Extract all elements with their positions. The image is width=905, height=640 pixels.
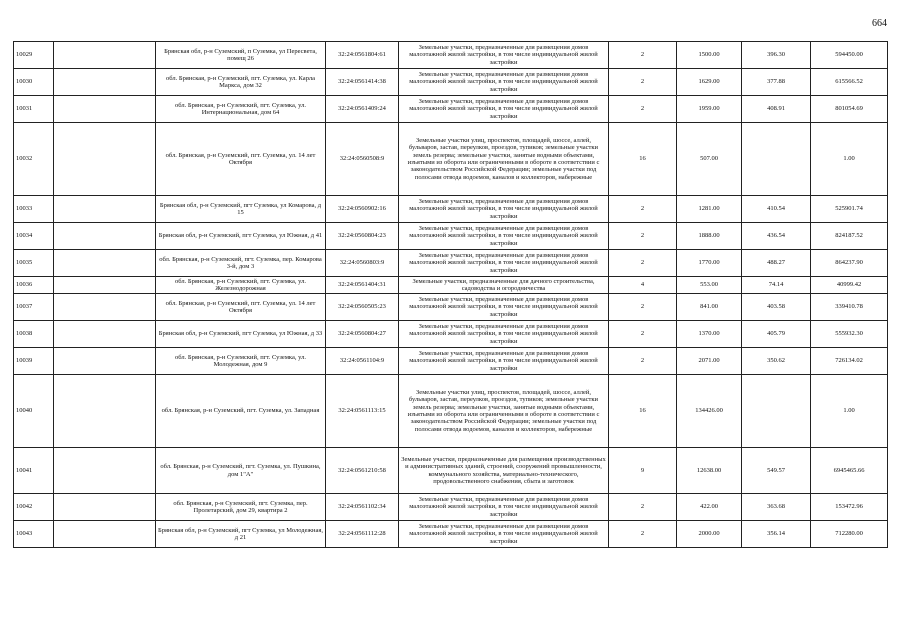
- cell-group: 2: [609, 348, 677, 375]
- cell-id: 10032: [14, 123, 54, 196]
- cell-cadastral-value: 339410.78: [811, 294, 888, 321]
- cell-cadastral-value: 555932.30: [811, 321, 888, 348]
- cell-id: 10029: [14, 42, 54, 69]
- table-body: [14, 42, 888, 548]
- cell-cadastral-value: 864237.90: [811, 250, 888, 277]
- cell-cadastral-value: 40999.42: [811, 277, 888, 294]
- cell-cadastral-value: 1.00: [811, 123, 888, 196]
- cell-cadastral-value: 1.00: [811, 375, 888, 448]
- cell-cadastral-value: 824187.52: [811, 223, 888, 250]
- cell-land-use-type: Земельные участки улиц, проспектов, площадей, шоссе, аллей, бульваров, застав, переулков, проездов, тупиков; земельные участки земель резерва; земельные участки, занятые водными объектами, изъятыми из оборота или ограниченными в обороте в соответствии с законодательством Российской Федерации; земельные участки под полосами отвода водоемов, каналов и коллекторов, набережные: [399, 123, 609, 196]
- cell-cadastral-number: 32:24:0561113:15: [326, 375, 399, 448]
- cell-address: обл. Брянская, р-н Суземский, пгт. Суземка, ул. 14 лет Октября: [156, 123, 326, 196]
- cell-specific-value: 488.27: [742, 250, 811, 277]
- cell-specific-value: [742, 375, 811, 448]
- cell-address: Брянская обл, р-н Суземский, пгт Суземка, ул Южная, д 41: [156, 223, 326, 250]
- cell-specific-value: 549.57: [742, 448, 811, 494]
- cell-group: 2: [609, 521, 677, 548]
- cell-land-use-type: Земельные участки, предназначенные для размещения домов малоэтажной жилой застройки, в том числе индивидуальной жилой застройки: [399, 223, 609, 250]
- cell-id: 10042: [14, 494, 54, 521]
- cell-cadastral-number: 32:24:0561409:24: [326, 96, 399, 123]
- cell-area: 553.00: [677, 277, 742, 294]
- cell-address: обл. Брянская, р-н Суземский, пгт. Суземка, пер. Пролетарский, дом 29, квартира 2: [156, 494, 326, 521]
- land-registry-table: [13, 41, 888, 548]
- cell-spacer: [54, 42, 156, 69]
- table-row: [14, 69, 888, 96]
- cell-specific-value: [742, 123, 811, 196]
- cell-spacer: [54, 196, 156, 223]
- cell-group: 2: [609, 223, 677, 250]
- cell-spacer: [54, 375, 156, 448]
- cell-land-use-type: Земельные участки, предназначенные для размещения домов малоэтажной жилой застройки, в том числе индивидуальной жилой застройки: [399, 42, 609, 69]
- cell-cadastral-value: 615566.52: [811, 69, 888, 96]
- cell-spacer: [54, 277, 156, 294]
- cell-spacer: [54, 494, 156, 521]
- cell-cadastral-number: 32:24:0560803:9: [326, 250, 399, 277]
- cell-group: 9: [609, 448, 677, 494]
- cell-id: 10033: [14, 196, 54, 223]
- cell-specific-value: 396.30: [742, 42, 811, 69]
- cell-land-use-type: Земельные участки, предназначенные для размещения домов малоэтажной жилой застройки, в том числе индивидуальной жилой застройки: [399, 196, 609, 223]
- cell-cadastral-value: 712280.00: [811, 521, 888, 548]
- cell-group: 2: [609, 196, 677, 223]
- cell-cadastral-number: 32:24:0560902:16: [326, 196, 399, 223]
- cell-address: обл. Брянская, р-н Суземский, пгт. Суземка, ул. Западная: [156, 375, 326, 448]
- cell-spacer: [54, 294, 156, 321]
- cell-cadastral-number: 32:24:0561210:58: [326, 448, 399, 494]
- cell-land-use-type: Земельные участки улиц, проспектов, площадей, шоссе, аллей, бульваров, застав, переулков, проездов, тупиков; земельные участки земель резерва; земельные участки, занятые водными объектами, изъятыми из оборота или ограниченными в обороте в соответствии с законодательством Российской Федерации; земельные участки под полосами отвода водоемов, каналов и коллекторов, набережные: [399, 375, 609, 448]
- cell-area: 841.00: [677, 294, 742, 321]
- cell-group: 2: [609, 294, 677, 321]
- cell-cadastral-number: 32:24:0560508:9: [326, 123, 399, 196]
- cell-group: 2: [609, 42, 677, 69]
- cell-specific-value: 408.91: [742, 96, 811, 123]
- cell-specific-value: 436.54: [742, 223, 811, 250]
- cell-specific-value: 363.68: [742, 494, 811, 521]
- cell-area: 1888.00: [677, 223, 742, 250]
- cell-cadastral-value: 6945465.66: [811, 448, 888, 494]
- cell-cadastral-number: 32:24:0561102:34: [326, 494, 399, 521]
- cell-cadastral-value: 153472.96: [811, 494, 888, 521]
- cell-specific-value: 403.58: [742, 294, 811, 321]
- cell-cadastral-value: 525901.74: [811, 196, 888, 223]
- cell-spacer: [54, 448, 156, 494]
- cell-group: 2: [609, 69, 677, 96]
- cell-address: Брянская обл, р-н Суземский, пгт Суземка, ул Комарова, д 15: [156, 196, 326, 223]
- cell-specific-value: 356.14: [742, 521, 811, 548]
- cell-area: 507.00: [677, 123, 742, 196]
- cell-area: 1770.00: [677, 250, 742, 277]
- table-row: [14, 96, 888, 123]
- cell-group: 2: [609, 250, 677, 277]
- cell-land-use-type: Земельные участки, предназначенные для размещения домов малоэтажной жилой застройки, в том числе индивидуальной жилой застройки: [399, 96, 609, 123]
- cell-cadastral-value: 726134.02: [811, 348, 888, 375]
- cell-area: 134426.00: [677, 375, 742, 448]
- cell-id: 10036: [14, 277, 54, 294]
- cell-spacer: [54, 96, 156, 123]
- table-row: [14, 250, 888, 277]
- cell-spacer: [54, 250, 156, 277]
- cell-land-use-type: Земельные участки, предназначенные для размещения домов малоэтажной жилой застройки, в том числе индивидуальной жилой застройки: [399, 250, 609, 277]
- table-row: [14, 277, 888, 294]
- cell-cadastral-number: 32:24:0561104:9: [326, 348, 399, 375]
- cell-address: обл. Брянская, р-н Суземский, пгт. Суземка, ул. 14 лет Октября: [156, 294, 326, 321]
- cell-land-use-type: Земельные участки, предназначенные для размещения производственных и административных зданий, строений, сооружений промышленности, коммунального хозяйства, материально-технического, продовольственного снабжения, сбыта и заготовок: [399, 448, 609, 494]
- table-row: [14, 521, 888, 548]
- cell-group: 2: [609, 494, 677, 521]
- cell-area: 1959.00: [677, 96, 742, 123]
- cell-area: 1500.00: [677, 42, 742, 69]
- cell-address: обл. Брянская, р-н Суземский, пгт. Суземка, ул. Карла Маркса, дом 32: [156, 69, 326, 96]
- table-row: [14, 375, 888, 448]
- cell-id: 10041: [14, 448, 54, 494]
- cell-cadastral-number: 32:24:0561414:38: [326, 69, 399, 96]
- cell-address: обл. Брянская, р-н Суземский, пгт. Суземка, ул. Железнодорожная: [156, 277, 326, 294]
- cell-area: 422.00: [677, 494, 742, 521]
- cell-spacer: [54, 348, 156, 375]
- cell-group: 16: [609, 375, 677, 448]
- cell-cadastral-number: 32:24:0560804:23: [326, 223, 399, 250]
- cell-spacer: [54, 123, 156, 196]
- cell-land-use-type: Земельные участки, предназначенные для размещения домов малоэтажной жилой застройки, в том числе индивидуальной жилой застройки: [399, 521, 609, 548]
- cell-address: обл. Брянская, р-н Суземский, пгт. Суземка, ул. Молодежная, дом 9: [156, 348, 326, 375]
- cell-specific-value: 350.62: [742, 348, 811, 375]
- table-row: [14, 223, 888, 250]
- cell-address: обл. Брянская, р-н Суземский, пгт. Суземка, ул. Пушкина, дом 1"А": [156, 448, 326, 494]
- cell-cadastral-number: 32:24:0561112:28: [326, 521, 399, 548]
- cell-spacer: [54, 223, 156, 250]
- cell-specific-value: 377.88: [742, 69, 811, 96]
- cell-land-use-type: Земельные участки, предназначенные для размещения домов малоэтажной жилой застройки, в том числе индивидуальной жилой застройки: [399, 69, 609, 96]
- table-row: [14, 294, 888, 321]
- cell-cadastral-value: 801054.69: [811, 96, 888, 123]
- cell-id: 10037: [14, 294, 54, 321]
- table-row: [14, 196, 888, 223]
- cell-area: 1629.00: [677, 69, 742, 96]
- cell-land-use-type: Земельные участки, предназначенные для размещения домов малоэтажной жилой застройки, в том числе индивидуальной жилой застройки: [399, 294, 609, 321]
- cell-area: 1281.00: [677, 196, 742, 223]
- page-number: 664: [872, 18, 887, 29]
- cell-group: 2: [609, 321, 677, 348]
- cell-id: 10035: [14, 250, 54, 277]
- cell-id: 10040: [14, 375, 54, 448]
- cell-group: 2: [609, 96, 677, 123]
- cell-land-use-type: Земельные участки, предназначенные для дачного строительства, садоводства и огородничества: [399, 277, 609, 294]
- cell-group: 4: [609, 277, 677, 294]
- cell-id: 10031: [14, 96, 54, 123]
- cell-spacer: [54, 69, 156, 96]
- table-row: [14, 448, 888, 494]
- cell-address: обл. Брянская, р-н Суземский, пгт. Суземка, пер. Комарова 3-й, дом 3: [156, 250, 326, 277]
- cell-cadastral-number: 32:24:0561404:31: [326, 277, 399, 294]
- cell-specific-value: 410.54: [742, 196, 811, 223]
- cell-area: 2071.00: [677, 348, 742, 375]
- cell-address: Брянская обл, р-н Суземский, пгт Суземка, ул Молодежная, д 21: [156, 521, 326, 548]
- cell-cadastral-number: 32:24:0560804:27: [326, 321, 399, 348]
- cell-land-use-type: Земельные участки, предназначенные для размещения домов малоэтажной жилой застройки, в том числе индивидуальной жилой застройки: [399, 494, 609, 521]
- cell-cadastral-number: 32:24:0561804:61: [326, 42, 399, 69]
- cell-area: 1370.00: [677, 321, 742, 348]
- cell-group: 16: [609, 123, 677, 196]
- cell-spacer: [54, 521, 156, 548]
- table-row: [14, 123, 888, 196]
- cell-land-use-type: Земельные участки, предназначенные для размещения домов малоэтажной жилой застройки, в том числе индивидуальной жилой застройки: [399, 348, 609, 375]
- cell-address: Брянская обл, р-н Суземский, п Суземка, ул Пересвета, помещ 26: [156, 42, 326, 69]
- cell-area: 12638.00: [677, 448, 742, 494]
- cell-id: 10039: [14, 348, 54, 375]
- cell-id: 10030: [14, 69, 54, 96]
- table-row: [14, 321, 888, 348]
- cell-cadastral-value: 594450.00: [811, 42, 888, 69]
- cell-address: обл. Брянская, р-н Суземский, пгт. Суземка, ул. Интернациональная, дом 64: [156, 96, 326, 123]
- cell-id: 10043: [14, 521, 54, 548]
- cell-specific-value: 74.14: [742, 277, 811, 294]
- cell-spacer: [54, 321, 156, 348]
- cell-id: 10034: [14, 223, 54, 250]
- table-row: [14, 42, 888, 69]
- cell-land-use-type: Земельные участки, предназначенные для размещения домов малоэтажной жилой застройки, в том числе индивидуальной жилой застройки: [399, 321, 609, 348]
- cell-cadastral-number: 32:24:0560505:23: [326, 294, 399, 321]
- table-row: [14, 348, 888, 375]
- table-row: [14, 494, 888, 521]
- cell-specific-value: 405.79: [742, 321, 811, 348]
- cell-area: 2000.00: [677, 521, 742, 548]
- cell-address: Брянская обл, р-н Суземский, пгт Суземка, ул Южная, д 33: [156, 321, 326, 348]
- cell-id: 10038: [14, 321, 54, 348]
